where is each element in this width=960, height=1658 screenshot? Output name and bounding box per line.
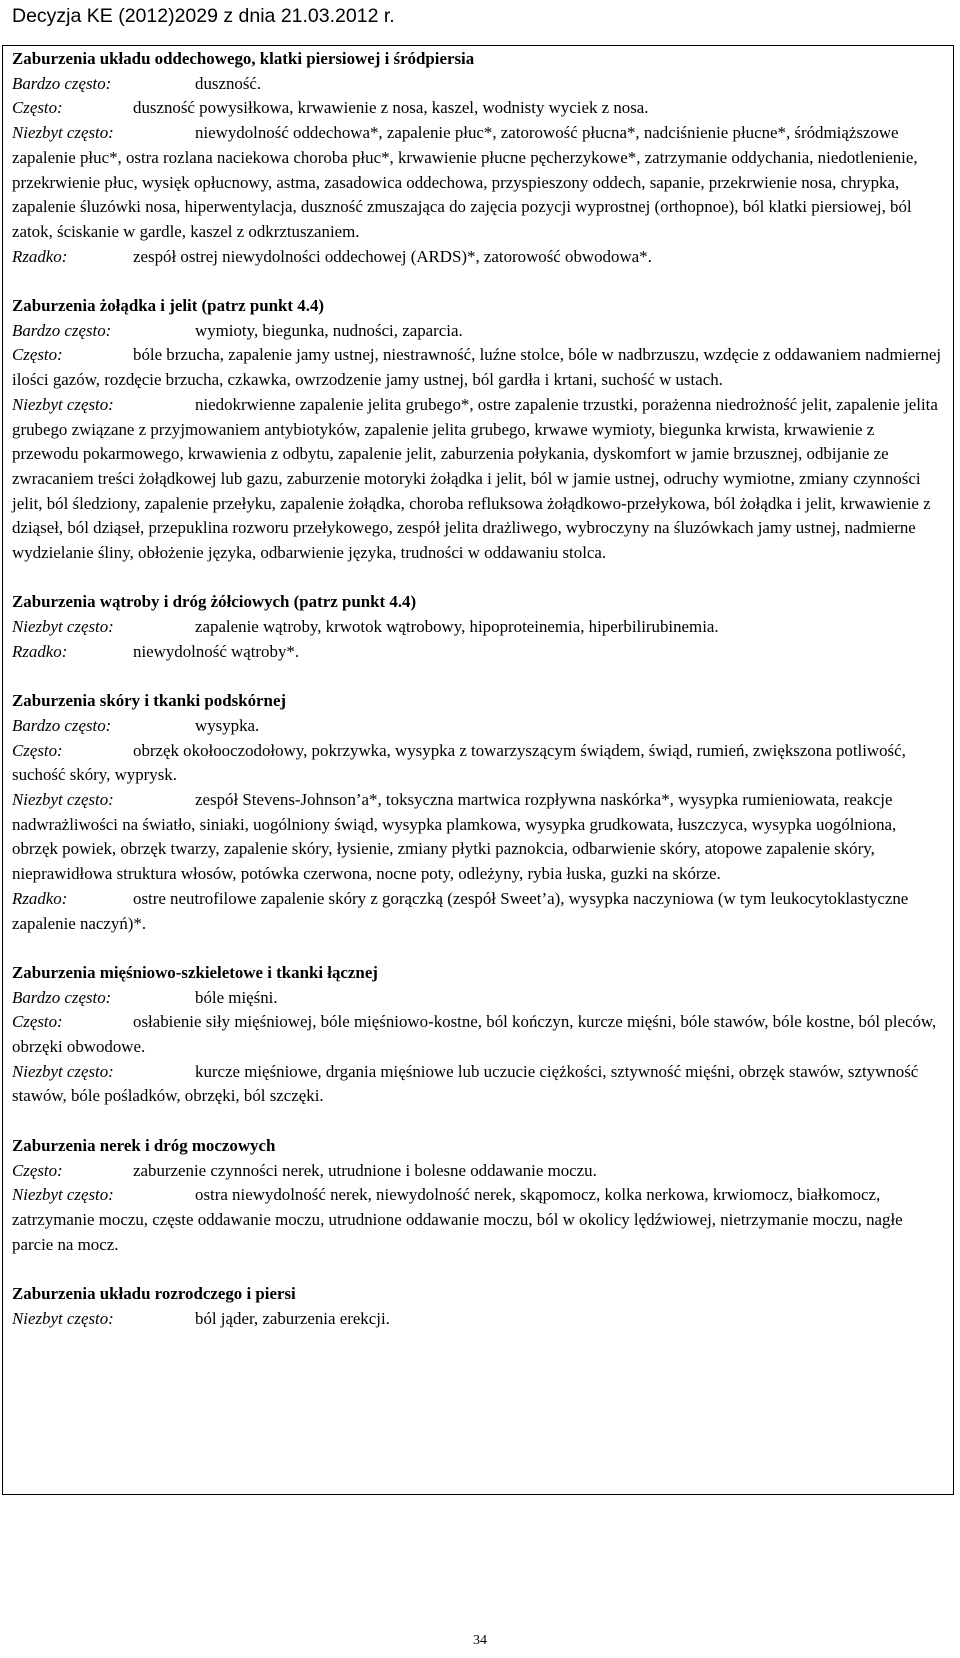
frequency-label: Bardzo często:	[12, 987, 112, 1007]
frequency-entry	[12, 1307, 944, 1332]
frequency-entry	[12, 72, 944, 97]
frequency-entry	[12, 343, 944, 392]
frequency-label: Niezbyt często:	[12, 790, 114, 810]
frequency-label: Niezbyt często:	[12, 123, 114, 143]
section	[12, 590, 944, 664]
frequency-entry	[12, 1159, 944, 1184]
adverse-effects-text: obrzęk okołooczodołowy, pokrzywka, wysypka z towarzyszącym świądem, świąd, rumień, zwiększona potliwość, suchość skóry, wyprysk.	[12, 740, 906, 785]
adverse-effects-text: wysypka.	[195, 715, 260, 735]
adverse-effects-text: bóle brzucha, zapalenie jamy ustnej, niestrawność, luźne stolce, bóle w nadbrzuszu, wzdęcie z oddawaniem nadmiernej ilości gazów, rozdęcie brzucha, czkawka, owrzodzenie jamy ustnej, ból gardła i krtani, suchość w ustach.	[12, 345, 942, 390]
section-title: Zaburzenia żołądka i jelit (patrz punkt 4.4)	[12, 296, 325, 316]
adverse-effects-text: bóle mięśni.	[195, 987, 278, 1007]
frequency-label: Rzadko:	[12, 888, 68, 908]
frequency-entry	[12, 121, 944, 245]
section-title: Zaburzenia wątroby i dróg żółciowych (patrz punkt 4.4)	[12, 592, 417, 612]
adverse-effects-text: duszność.	[195, 73, 262, 93]
adverse-effects-text: niedokrwienne zapalenie jelita grubego*, ostre zapalenie trzustki, porażenna niedrożność jelit, zapalenie jelita grubego związane z przyjmowaniem antybiotyków, zapalenie jelita grubego, krwawe wymioty, biegunka krwista, krwawienie z przewodu pokarmowego, krwawienia z odbytu, zapalenie jelit, zaburzenia połykania, dyskomfort w jamie brzusznej, odbijanie ze zwracaniem treści żołądkowej lub gazu, zaburzenie motoryki żołądka i jelit, ból w jamie ustnej, odruchy wymiotne, zmiany czynności jelit, ból śledziony, zapalenie przełyku, zapalenie żołądka, choroba refluksowa żołądkowo-przełykowa, ból żołądka i jelit, krwawienie z dziąseł, ból dziąseł, przepuklina rozworu przełykowego, zespół jelita drażliwego, wybroczyny na śluzówkach jamy ustnej, nadmierne wydzielanie śliny, obłożenie języka, odbarwienie języka, trudności w oddawaniu stolca.	[12, 394, 938, 563]
adverse-effects-text: zespół Stevens-Johnson’a*, toksyczna martwica rozpływna naskórka*, wysypka rumieniowata, reakcje nadwrażliwości na światło, siniaki, uogólniony świąd, wysypka plamkowa, wysypka grudkowata, łuszczyca, wysypka uogólniona, obrzęk powiek, obrzęk twarzy, zapalenie skóry, łysienie, zmiany płytki paznokcia, odbarwienie skóry, atopowe zapalenie skóry, nieprawidłowa struktura włosów, potówka czerwona, nocne poty, odleżyny, rybia łuska, guzki na skórze.	[12, 790, 897, 884]
frequency-label: Niezbyt często:	[12, 1185, 114, 1205]
section-title: Zaburzenia mięśniowo-szkieletowe i tkanki łącznej	[12, 962, 378, 982]
frequency-label: Niezbyt często:	[12, 394, 114, 414]
frequency-entry	[12, 1010, 944, 1059]
frequency-label: Często:	[12, 1160, 63, 1180]
frequency-entry	[12, 1183, 944, 1257]
adverse-effects-text: niewydolność wątroby*.	[133, 641, 300, 661]
adverse-effects-text: zapalenie wątroby, krwotok wątrobowy, hipoproteinemia, hiperbilirubinemia.	[195, 617, 719, 637]
adverse-effects-text: duszność powysiłkowa, krwawienie z nosa, kaszel, wodnisty wyciek z nosa.	[133, 98, 649, 118]
section	[12, 689, 944, 936]
frequency-entry	[12, 96, 944, 121]
adverse-effects-text: ostre neutrofilowe zapalenie skóry z gorączką (zespół Sweet’a), wysypka naczyniowa (w tym leukocytoklastyczne zapalenie naczyń)*.	[12, 888, 909, 933]
section	[12, 47, 944, 269]
frequency-label: Rzadko:	[12, 246, 68, 266]
frequency-entry	[12, 393, 944, 566]
frequency-label: Często:	[12, 345, 63, 365]
adverse-effects-text: niewydolność oddechowa*, zapalenie płuc*, zatorowość płucna*, nadciśnienie płucne*, śródmiąższowe zapalenie płuc*, ostra rozlana naciekowa choroba płuc*, krwawienie płucne pęcherzykowe*, zatrzymanie oddychania, niedotlenienie, przekrwienie płuc, wysięk opłucnowy, astma, zasadowica oddechowa, przyspieszony oddech, sapanie, przekrwienie nosa, chrypka, zapalenie śluzówki nosa, hiperwentylacja, duszność zmuszająca do zajęcia pozycji wyprostnej (orthopnoe), ból klatki piersiowej, ból zatok, ściskanie w gardle, kaszel z odkrztuszaniem.	[12, 123, 918, 241]
frequency-entry	[12, 615, 944, 640]
frequency-entry	[12, 887, 944, 936]
adverse-effects-text: ból jąder, zaburzenia erekcji.	[195, 1308, 390, 1328]
frequency-label: Niezbyt często:	[12, 617, 114, 637]
section	[12, 961, 944, 1109]
frequency-label: Niezbyt często:	[12, 1308, 114, 1328]
frequency-label: Często:	[12, 740, 63, 760]
section-title: Zaburzenia nerek i dróg moczowych	[12, 1135, 276, 1155]
frequency-entry	[12, 640, 944, 665]
section	[12, 1282, 944, 1331]
page-number: 34	[473, 1633, 487, 1648]
section-title: Zaburzenia skóry i tkanki podskórnej	[12, 691, 287, 711]
frequency-label: Często:	[12, 1012, 63, 1032]
frequency-label: Niezbyt często:	[12, 1061, 114, 1081]
frequency-entry	[12, 788, 944, 887]
frequency-entry	[12, 319, 944, 344]
section	[12, 1134, 944, 1258]
adverse-effects-text: zaburzenie czynności nerek, utrudnione i bolesne oddawanie moczu.	[133, 1160, 597, 1180]
section-title: Zaburzenia układu oddechowego, klatki piersiowej i śródpiersia	[12, 49, 475, 68]
frequency-entry	[12, 739, 944, 788]
adverse-effects-text: zespół ostrej niewydolności oddechowej (ARDS)*, zatorowość obwodowa*.	[133, 246, 652, 266]
adverse-effects-content	[12, 47, 944, 1356]
adverse-effects-text: wymioty, biegunka, nudności, zaparcia.	[195, 320, 463, 340]
frequency-label: Rzadko:	[12, 641, 68, 661]
section	[12, 294, 944, 566]
frequency-entry	[12, 986, 944, 1011]
frequency-entry	[12, 714, 944, 739]
frequency-label: Bardzo często:	[12, 73, 112, 93]
section-title: Zaburzenia układu rozrodczego i piersi	[12, 1284, 296, 1304]
adverse-effects-text: osłabienie siły mięśniowej, bóle mięśniowo-kostne, ból kończyn, kurcze mięśni, bóle stawów, bóle kostne, ból pleców, obrzęki obwodowe.	[12, 1012, 937, 1057]
frequency-label: Bardzo często:	[12, 320, 112, 340]
adverse-effects-text: ostra niewydolność nerek, niewydolność nerek, skąpomocz, kolka nerkowa, krwiomocz, białkomocz, zatrzymanie moczu, częste oddawanie moczu, utrudnione oddawanie moczu, ból w okolicy lędźwiowej, nietrzymanie moczu, nagłe parcie na mocz.	[12, 1185, 903, 1254]
frequency-entry	[12, 1060, 944, 1109]
adverse-effects-text: kurcze mięśniowe, drgania mięśniowe lub uczucie ciężkości, sztywność mięśni, obrzęk stawów, sztywność stawów, bóle pośladków, obrzęki, ból szczęki.	[12, 1061, 919, 1106]
frequency-label: Często:	[12, 98, 63, 118]
frequency-entry	[12, 245, 944, 270]
frequency-label: Bardzo często:	[12, 715, 112, 735]
document-header: Decyzja KE (2012)2029 z dnia 21.03.2012 r.	[12, 5, 395, 27]
